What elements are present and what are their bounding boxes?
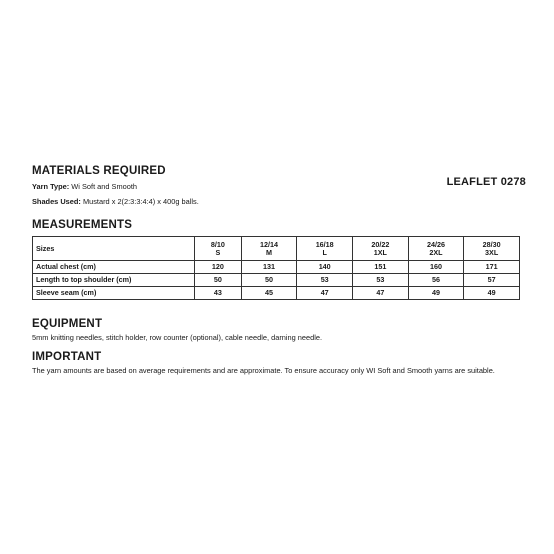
size-cell xyxy=(408,237,464,261)
table-row xyxy=(33,261,520,274)
size-cell xyxy=(353,237,409,261)
table-cell: 49 xyxy=(408,287,464,300)
size-uk: 20/22 xyxy=(371,239,390,249)
size-cell xyxy=(297,237,353,261)
size-code: 1XL xyxy=(373,247,387,257)
size-code: M xyxy=(266,247,273,257)
size-cell xyxy=(241,237,297,261)
table-cell: 140 xyxy=(297,261,353,274)
size-code: S xyxy=(215,247,221,257)
table-cell: 53 xyxy=(353,274,409,287)
leaflet-number: LEAFLET 0278 xyxy=(446,176,526,188)
table-cell: 171 xyxy=(464,261,520,274)
row-label: Sleeve seam (cm) xyxy=(33,287,195,300)
size-uk: 8/10 xyxy=(210,239,225,249)
size-code: 3XL xyxy=(485,247,499,257)
important-text: The yarn amounts are based on average requirements and are approximate. To ensure accuracy only WI Soft and Smooth yarns are suitable. xyxy=(32,366,495,375)
table-row xyxy=(33,274,520,287)
row-label: Actual chest (cm) xyxy=(33,261,195,274)
table-cell: 131 xyxy=(241,261,297,274)
shades-used-value: Mustard x 2(2:3:3:4:4) x 400g balls. xyxy=(80,197,199,206)
table-cell: 49 xyxy=(464,287,520,300)
size-cell xyxy=(195,237,242,261)
table-cell: 50 xyxy=(195,274,242,287)
size-code: 2XL xyxy=(429,247,443,257)
size-uk: 28/30 xyxy=(482,239,501,249)
yarn-type-line xyxy=(32,182,137,191)
equipment-text: 5mm knitting needles, stitch holder, row counter (optional), cable needle, darning needle. xyxy=(32,333,323,342)
table-cell: 53 xyxy=(297,274,353,287)
table-cell: 50 xyxy=(241,274,297,287)
sizes-label: Sizes xyxy=(33,237,195,261)
row-label: Length to top shoulder (cm) xyxy=(33,274,195,287)
shades-used-label: Shades Used: xyxy=(32,197,81,206)
size-uk: 24/26 xyxy=(426,239,445,249)
size-uk: 16/18 xyxy=(315,239,334,249)
table-cell: 47 xyxy=(353,287,409,300)
size-uk: 12/14 xyxy=(260,239,279,249)
measurements-heading: MEASUREMENTS xyxy=(32,219,133,231)
shades-used-line xyxy=(32,197,199,206)
equipment-heading: EQUIPMENT xyxy=(32,318,103,330)
size-code: L xyxy=(322,247,327,257)
yarn-type-value: Wi Soft and Smooth xyxy=(69,182,138,191)
table-cell: 160 xyxy=(408,261,464,274)
materials-heading: MATERIALS REQUIRED xyxy=(32,165,166,177)
table-cell: 56 xyxy=(408,274,464,287)
table-cell: 43 xyxy=(195,287,242,300)
table-cell: 47 xyxy=(297,287,353,300)
size-cell xyxy=(464,237,520,261)
table-cell: 45 xyxy=(241,287,297,300)
table-row xyxy=(33,287,520,300)
table-cell: 57 xyxy=(464,274,520,287)
measurements-table xyxy=(32,236,520,300)
important-heading: IMPORTANT xyxy=(32,351,102,363)
table-header-row xyxy=(33,237,520,261)
yarn-type-label: Yarn Type: xyxy=(32,182,70,191)
table-cell: 120 xyxy=(195,261,242,274)
table-cell: 151 xyxy=(353,261,409,274)
